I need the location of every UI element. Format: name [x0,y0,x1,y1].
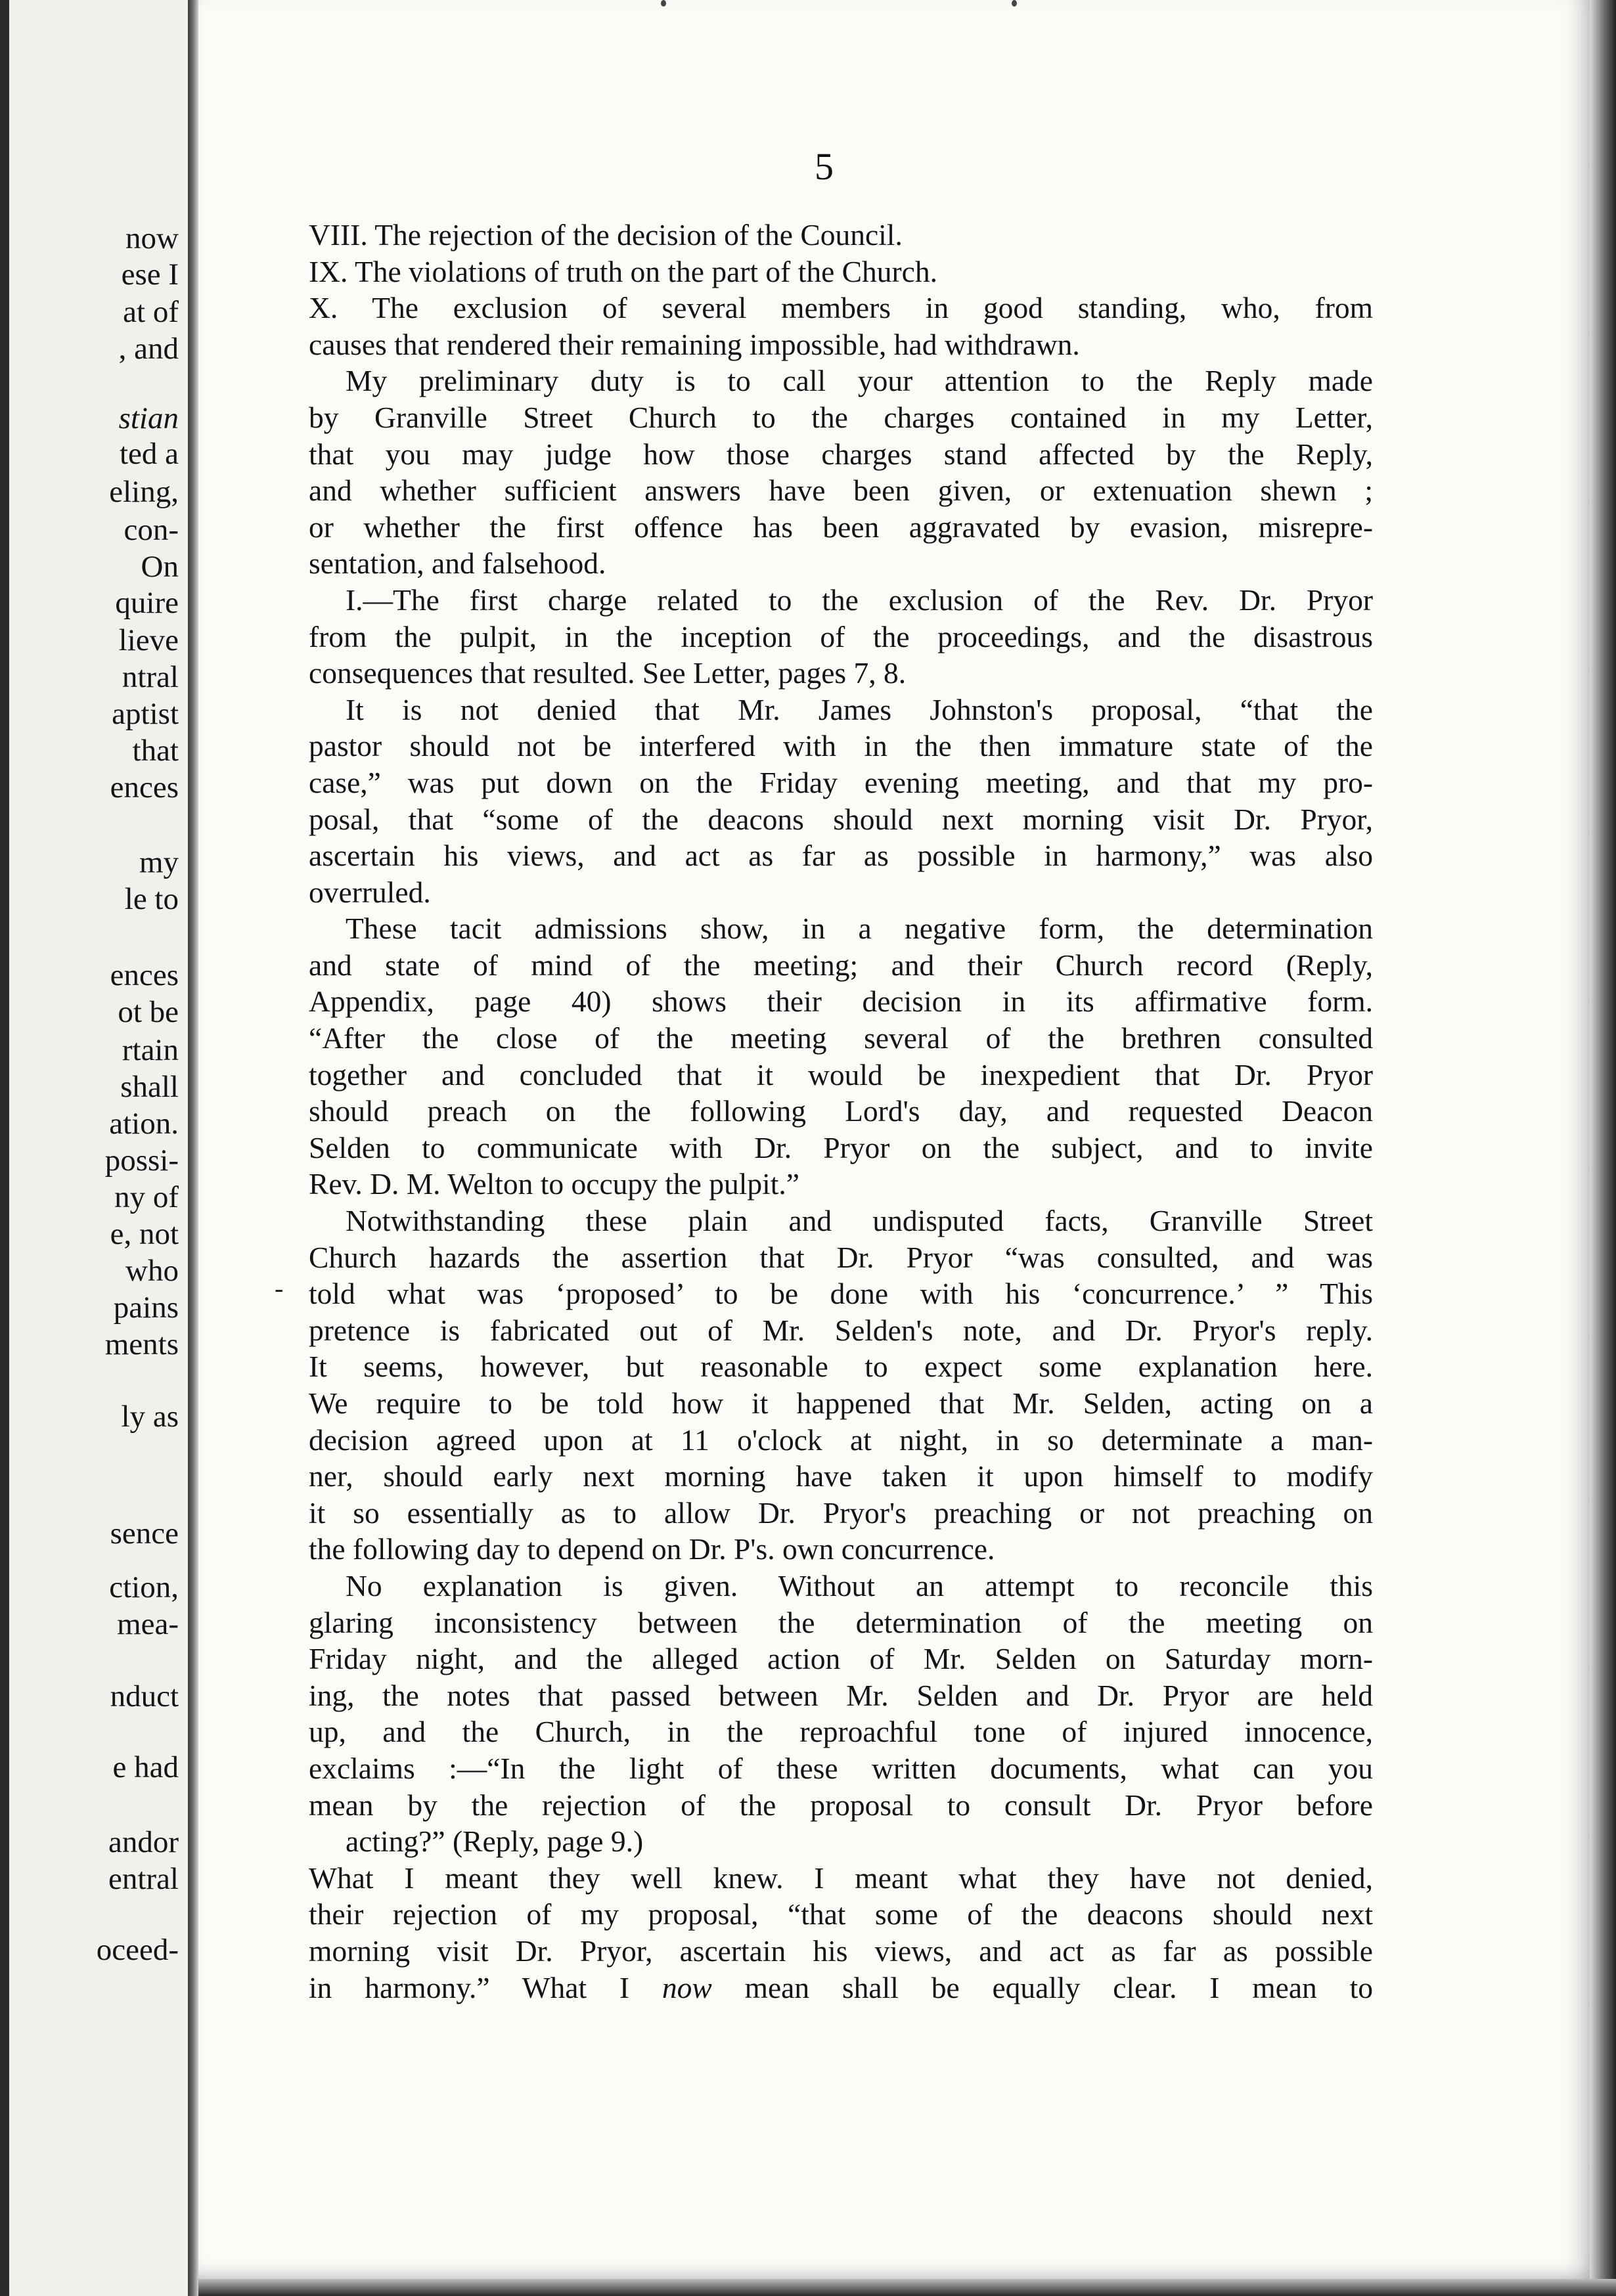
previous-page-fragment: andor [108,1825,179,1859]
text-line: mean by the rejection of the proposal to consult Dr. Pryor before [309,1788,1373,1822]
previous-page-fragment: stian [118,401,179,435]
text-line: up, and the Church, in the reproachful tone of injured innocence, [309,1715,1373,1749]
text-line: decision agreed upon at 11 o'clock at night, in so determinate a man- [309,1423,1373,1457]
previous-page-fragment: entral [108,1862,179,1896]
previous-page-fragment: ly as [121,1400,179,1434]
text-line: ascertain his views, and act as far as possible in harmony,” was also [309,839,1373,873]
previous-page-fragment: eling, [109,475,179,509]
previous-page-fragment: ot be [118,995,179,1029]
previous-page-fragment: my [139,845,179,879]
text-line: ing, the notes that passed between Mr. Selden and Dr. Pryor are held [309,1678,1373,1712]
text-line: I.—The first charge related to the exclusion of the Rev. Dr. Pryor [346,583,1373,617]
previous-page-fragment: shall [120,1070,179,1104]
text-line: exclaims :—“In the light of these written documents, what can you [309,1751,1373,1785]
previous-page-fragment: possi- [104,1143,179,1178]
previous-page-fragment: , and [118,332,179,366]
previous-page-fragment: On [141,550,179,584]
previous-page-fragment: quire [115,586,179,620]
text-line: told what was ‘proposed’ to be done with his ‘concurrence.’ ” This [309,1277,1373,1311]
previous-page-fragment: aptist [112,697,179,731]
text-line: overruled. [309,875,431,909]
text-line: and whether sufficient answers have been given, or extenuation shewn ; [309,474,1373,508]
page-number: 5 [815,145,834,188]
text-line: in harmony.” What I now mean shall be equally clear. I mean to [309,1970,1374,2004]
previous-page-fragment: mea- [117,1607,179,1641]
previous-page-fragment: con- [123,513,179,547]
page-right-edge [1590,0,1616,2296]
previous-page-fragment: ted a [119,437,179,471]
text-line: pretence is fabricated out of Mr. Selden's note, and Dr. Pryor's reply. [309,1313,1373,1347]
previous-page-fragment: oceed- [96,1933,179,1967]
text-line: or whether the first offence has been aggravated by evasion, misrepre- [309,510,1373,544]
text-line: that you may judge how those charges stand affected by the Reply, [309,437,1373,471]
text-line: their rejection of my proposal, “that some of the deacons should next [309,1897,1373,1932]
previous-page-fragment: ation. [109,1107,179,1141]
text-line: My preliminary duty is to call your attention to the Reply made [346,364,1373,398]
text-line: X. The exclusion of several members in good standing, who, from [309,291,1373,325]
emphasis-now: now [662,1970,712,2004]
previous-page-fragment: ntral [122,660,179,694]
text-line: Notwithstanding these plain and undisputed facts, Granville Street [346,1204,1373,1238]
text-line: ner, should early next morning have taken it upon himself to modify [309,1459,1373,1493]
previous-page-fragment: ction, [109,1570,179,1604]
text-line: Rev. D. M. Welton to occupy the pulpit.” [309,1167,799,1201]
text-line: It is not denied that Mr. James Johnston's proposal, “that the [346,692,1373,726]
previous-page-fragment: rtain [122,1033,179,1067]
text-line: it so essentially as to allow Dr. Pryor's preaching or not preaching on [309,1495,1373,1530]
text-line: acting?” (Reply, page 9.) [346,1824,644,1859]
scanner-bed-left [0,0,9,2296]
book-gutter [188,0,198,2296]
previous-page-fragment: ny of [114,1180,179,1214]
text-line: Selden to communicate with Dr. Pryor on the subject, and to invite [309,1130,1373,1164]
previous-page-fragment: ences [110,770,179,805]
previous-page-fragment: now [125,221,179,255]
previous-page-fragment: pains [113,1291,179,1325]
previous-page-fragment: ese I [121,257,179,292]
page-bottom-edge [198,2279,1616,2296]
text-line: It seems, however, but reasonable to expect some explanation here. [309,1350,1373,1384]
text-line: posal, that “some of the deacons should next morning visit Dr. Pryor, [309,802,1373,836]
text-line: sentation, and falsehood. [309,546,606,581]
previous-page-fragment: lieve [118,623,179,657]
text-line: from the pulpit, in the inception of the proceedings, and the disastrous [309,619,1373,653]
text-line: pastor should not be interfered with in the then immature state of the [309,729,1373,763]
previous-page-fragment: nduct [110,1679,179,1713]
text-line: We require to be told how it happened that Mr. Selden, acting on a [309,1386,1373,1420]
body-text [309,217,1373,2006]
text-line: Appendix, page 40) shows their decision in its affirmative form. [309,984,1373,1019]
text-line: “After the close of the meeting several of the brethren consulted [309,1021,1373,1055]
top-speck [661,0,666,7]
previous-page-fragment: e had [112,1750,179,1784]
text-line: These tacit admissions show, in a negative form, the determination [346,912,1373,946]
previous-page-fragment: at of [123,295,179,329]
previous-page-fragment: ments [104,1327,179,1361]
text-line: consequences that resulted. See Letter, pages 7, 8. [309,656,907,690]
previous-page-fragment: e, not [110,1217,179,1251]
previous-page-fragment: le to [124,882,179,916]
text-line: the following day to depend on Dr. P's. own concurrence. [309,1532,995,1566]
text-line: case,” was put down on the Friday evening meeting, and that my pro- [309,765,1373,799]
text-line: Church hazards the assertion that Dr. Pryor “was consulted, and was [309,1240,1373,1274]
previous-page-fragment: that [132,734,179,768]
margin-mark: - [275,1273,284,1303]
previous-page-edge [9,0,188,2296]
text-line: What I meant they well knew. I meant what they have not denied, [309,1861,1373,1895]
text-line: and state of mind of the meeting; and their Church record (Reply, [309,948,1373,982]
text-line: No explanation is given. Without an attempt to reconcile this [346,1568,1373,1602]
text-line: VIII. The rejection of the decision of the Council. [309,218,903,252]
text-line: Friday night, and the alleged action of Mr. Selden on Saturday morn- [309,1642,1373,1676]
text-line: causes that rendered their remaining impossible, had withdrawn. [309,327,1080,361]
text-line: morning visit Dr. Pryor, ascertain his views, and act as far as possible [309,1933,1373,1968]
text-line: together and concluded that it would be inexpedient that Dr. Pryor [309,1057,1373,1092]
text-line: IX. The violations of truth on the part of the Church. [309,254,937,288]
text-line: by Granville Street Church to the charges contained in my Letter, [309,400,1373,434]
text-line: glaring inconsistency between the determination of the meeting on [309,1605,1373,1639]
text-line: should preach on the following Lord's day, and requested Deacon [309,1094,1373,1128]
previous-page-fragment: sence [110,1516,179,1551]
top-speck [1012,0,1017,7]
previous-page-fragment: ences [110,958,179,992]
previous-page-fragment: who [125,1254,179,1288]
